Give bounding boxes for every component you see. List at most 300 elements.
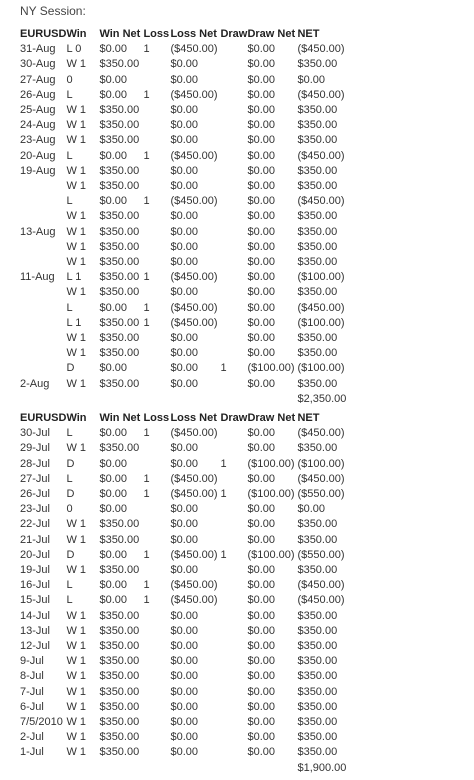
loss-net-cell: $0.00 xyxy=(170,210,198,223)
date-cell: 12-Jul xyxy=(20,640,50,653)
loss-net-cell: $0.00 xyxy=(170,332,198,345)
net-cell: ($450.00) xyxy=(297,579,345,592)
empty-cell xyxy=(20,392,66,407)
win-net-cell: $350.00 xyxy=(99,442,140,455)
net-cell: $350.00 xyxy=(297,119,338,132)
loss-cell xyxy=(143,285,170,300)
loss-cell: 1 xyxy=(143,316,150,329)
win-net-cell: $350.00 xyxy=(99,624,140,637)
loss-cell xyxy=(143,441,170,456)
loss-net-cell: $0.00 xyxy=(170,700,198,713)
draw-net-cell: $0.00 xyxy=(247,594,275,607)
win-cell: W 1 xyxy=(66,746,87,759)
loss-net-cell: ($450.00) xyxy=(170,427,218,440)
draw-cell xyxy=(220,563,247,578)
table-row xyxy=(20,179,357,194)
table-row xyxy=(20,88,357,103)
loss-net-cell: $0.00 xyxy=(170,609,198,622)
draw-cell xyxy=(220,346,247,361)
win-cell: L xyxy=(66,149,73,162)
win-cell: W 1 xyxy=(66,685,87,698)
win-net-cell: $350.00 xyxy=(99,655,140,668)
win-net-cell: $0.00 xyxy=(99,579,127,592)
win-cell: L xyxy=(66,195,73,208)
date-cell: 31-Aug xyxy=(20,43,56,56)
loss-net-cell: $0.00 xyxy=(170,347,198,360)
date-cell xyxy=(20,194,66,209)
loss-net-cell: ($450.00) xyxy=(170,88,218,101)
win-cell: L 1 xyxy=(66,316,82,329)
win-cell: L xyxy=(66,301,73,314)
table-row xyxy=(20,685,357,700)
loss-net-cell: $0.00 xyxy=(170,104,198,117)
total-row xyxy=(20,761,357,776)
win-net-cell: $350.00 xyxy=(99,225,140,238)
loss-net-cell: $0.00 xyxy=(170,564,198,577)
net-cell: ($100.00) xyxy=(297,271,345,284)
header-win-net: Win Net xyxy=(99,28,141,40)
net-cell: ($100.00) xyxy=(297,362,345,375)
win-net-cell: $350.00 xyxy=(99,164,140,177)
draw-cell xyxy=(220,42,247,57)
date-cell: 30-Jul xyxy=(20,427,50,440)
draw-cell xyxy=(220,502,247,517)
draw-cell xyxy=(220,472,247,487)
header-draw-net: Draw Net xyxy=(247,412,296,424)
draw-cell xyxy=(220,654,247,669)
draw-cell xyxy=(220,517,247,532)
draw-net-cell: ($100.00) xyxy=(247,548,295,561)
table-row xyxy=(20,149,357,164)
loss-net-cell: $0.00 xyxy=(170,640,198,653)
draw-net-cell: ($100.00) xyxy=(247,457,295,470)
loss-cell: 1 xyxy=(143,488,150,501)
date-cell: 27-Jul xyxy=(20,472,50,485)
win-cell: W 1 xyxy=(66,286,87,299)
draw-net-cell: $0.00 xyxy=(247,256,275,269)
loss-net-cell: $0.00 xyxy=(170,731,198,744)
table-row xyxy=(20,73,357,88)
draw-cell xyxy=(220,225,247,240)
win-net-cell: $350.00 xyxy=(99,564,140,577)
win-cell: W 1 xyxy=(66,624,87,637)
win-cell: L 0 xyxy=(66,43,82,56)
loss-cell xyxy=(143,361,170,376)
win-cell: D xyxy=(66,457,75,470)
empty-cell xyxy=(247,761,297,776)
draw-cell: 1 xyxy=(220,548,227,561)
win-net-cell: $0.00 xyxy=(99,43,127,56)
table-row xyxy=(20,361,357,376)
draw-net-cell: $0.00 xyxy=(247,58,275,71)
net-cell: ($450.00) xyxy=(297,427,345,440)
net-cell: $350.00 xyxy=(297,746,338,759)
win-cell: W 1 xyxy=(66,225,87,238)
loss-cell: 1 xyxy=(143,88,150,101)
win-net-cell: $350.00 xyxy=(99,316,140,329)
draw-net-cell: $0.00 xyxy=(247,195,275,208)
win-net-cell: $0.00 xyxy=(99,457,127,470)
empty-cell xyxy=(220,761,247,776)
win-cell: 0 xyxy=(66,503,73,516)
win-cell: W 1 xyxy=(66,134,87,147)
empty-cell xyxy=(20,761,66,776)
net-cell: $350.00 xyxy=(297,256,338,269)
header-symbol: EURUSD xyxy=(20,412,67,424)
win-net-cell: $0.00 xyxy=(99,503,127,516)
table-row xyxy=(20,472,357,487)
draw-cell xyxy=(220,700,247,715)
win-cell: W 1 xyxy=(66,332,87,345)
net-cell: $350.00 xyxy=(297,442,338,455)
net-cell: ($450.00) xyxy=(297,88,345,101)
total-row xyxy=(20,392,357,407)
table-row xyxy=(20,255,357,270)
loss-net-cell: $0.00 xyxy=(170,503,198,516)
win-cell: 0 xyxy=(66,73,73,86)
draw-net-cell: $0.00 xyxy=(247,271,275,284)
table-row xyxy=(20,669,357,684)
net-cell: ($450.00) xyxy=(297,43,345,56)
draw-net-cell: $0.00 xyxy=(247,210,275,223)
empty-cell xyxy=(170,392,220,407)
loss-net-cell: $0.00 xyxy=(170,119,198,132)
table-header-row xyxy=(20,27,357,42)
date-cell: 19-Jul xyxy=(20,564,50,577)
net-cell: $350.00 xyxy=(297,104,338,117)
net-cell: ($450.00) xyxy=(297,472,345,485)
net-cell: ($550.00) xyxy=(297,488,345,501)
draw-net-cell: $0.00 xyxy=(247,503,275,516)
draw-net-cell: $0.00 xyxy=(247,332,275,345)
loss-cell: 1 xyxy=(143,548,150,561)
table-row xyxy=(20,563,357,578)
loss-net-cell: ($450.00) xyxy=(170,301,218,314)
loss-net-cell: $0.00 xyxy=(170,533,198,546)
empty-cell xyxy=(99,392,143,407)
draw-net-cell: $0.00 xyxy=(247,700,275,713)
draw-cell xyxy=(220,578,247,593)
win-cell: W 1 xyxy=(66,533,87,546)
draw-cell xyxy=(220,209,247,224)
loss-cell xyxy=(143,730,170,745)
table-row xyxy=(20,316,357,331)
draw-cell xyxy=(220,533,247,548)
net-cell: $350.00 xyxy=(297,58,338,71)
net-cell: ($100.00) xyxy=(297,457,345,470)
loss-net-cell: $0.00 xyxy=(170,134,198,147)
draw-net-cell: $0.00 xyxy=(247,427,275,440)
table-row xyxy=(20,285,357,300)
date-cell: 23-Aug xyxy=(20,134,56,147)
empty-cell xyxy=(66,761,99,776)
table-row xyxy=(20,517,357,532)
net-cell: $350.00 xyxy=(297,210,338,223)
win-cell: W 1 xyxy=(66,104,87,117)
win-net-cell: $350.00 xyxy=(99,518,140,531)
win-net-cell: $350.00 xyxy=(99,640,140,653)
win-cell: L xyxy=(66,594,73,607)
date-cell xyxy=(20,255,66,270)
loss-cell xyxy=(143,700,170,715)
draw-net-cell: $0.00 xyxy=(247,609,275,622)
loss-cell xyxy=(143,240,170,255)
date-cell: 6-Jul xyxy=(20,700,44,713)
draw-cell xyxy=(220,73,247,88)
table-row xyxy=(20,548,357,563)
july-trades-table xyxy=(20,411,357,776)
win-cell: W 1 xyxy=(66,58,87,71)
win-net-cell: $350.00 xyxy=(99,347,140,360)
win-net-cell: $350.00 xyxy=(99,670,140,683)
date-cell: 1-Jul xyxy=(20,746,44,759)
draw-cell xyxy=(220,316,247,331)
net-cell: $350.00 xyxy=(297,533,338,546)
net-cell: $350.00 xyxy=(297,180,338,193)
win-net-cell: $350.00 xyxy=(99,210,140,223)
draw-net-cell: $0.00 xyxy=(247,533,275,546)
table-row xyxy=(20,133,357,148)
date-cell xyxy=(20,209,66,224)
date-cell: 28-Jul xyxy=(20,457,50,470)
session-title: NY Session: xyxy=(20,4,86,18)
win-cell: L xyxy=(66,88,73,101)
date-cell: 2-Aug xyxy=(20,377,50,390)
date-cell: 23-Jul xyxy=(20,503,50,516)
header-net: NET xyxy=(297,28,320,40)
draw-cell xyxy=(220,609,247,624)
date-cell: 26-Aug xyxy=(20,88,56,101)
date-cell: 7-Jul xyxy=(20,685,44,698)
net-cell: ($100.00) xyxy=(297,316,345,329)
net-cell: $0.00 xyxy=(297,503,325,516)
table-row xyxy=(20,270,357,285)
empty-cell xyxy=(99,761,143,776)
table-row xyxy=(20,118,357,133)
loss-net-cell: ($450.00) xyxy=(170,488,218,501)
header-symbol: EURUSD xyxy=(20,28,67,40)
loss-cell xyxy=(143,457,170,472)
win-net-cell: $350.00 xyxy=(99,286,140,299)
date-cell: 9-Jul xyxy=(20,655,44,668)
net-cell: $350.00 xyxy=(297,225,338,238)
net-cell: $350.00 xyxy=(297,164,338,177)
win-cell: D xyxy=(66,362,75,375)
date-cell xyxy=(20,331,66,346)
win-cell: D xyxy=(66,548,75,561)
loss-net-cell: ($450.00) xyxy=(170,271,218,284)
date-cell xyxy=(20,301,66,316)
win-net-cell: $350.00 xyxy=(99,180,140,193)
win-net-cell: $0.00 xyxy=(99,488,127,501)
win-cell: W 1 xyxy=(66,377,87,390)
draw-cell xyxy=(220,240,247,255)
win-net-cell: $0.00 xyxy=(99,427,127,440)
table-row xyxy=(20,164,357,179)
draw-net-cell: $0.00 xyxy=(247,164,275,177)
table-row xyxy=(20,457,357,472)
header-draw: Draw xyxy=(220,412,248,424)
net-cell: $350.00 xyxy=(297,240,338,253)
date-cell: 13-Jul xyxy=(20,624,50,637)
loss-cell: 1 xyxy=(143,301,150,314)
table-row xyxy=(20,700,357,715)
table-row xyxy=(20,240,357,255)
win-net-cell: $0.00 xyxy=(99,301,127,314)
table-row xyxy=(20,346,357,361)
draw-net-cell: $0.00 xyxy=(247,624,275,637)
draw-net-cell: $0.00 xyxy=(247,301,275,314)
loss-net-cell: ($450.00) xyxy=(170,594,218,607)
net-cell: $350.00 xyxy=(297,655,338,668)
table-row xyxy=(20,745,357,760)
date-cell xyxy=(20,316,66,331)
draw-net-cell: $0.00 xyxy=(247,442,275,455)
win-net-cell: $0.00 xyxy=(99,472,127,485)
loss-cell: 1 xyxy=(143,427,150,440)
loss-net-cell: $0.00 xyxy=(170,746,198,759)
table-row xyxy=(20,593,357,608)
win-cell: W 1 xyxy=(66,670,87,683)
win-cell: D xyxy=(66,488,75,501)
empty-cell xyxy=(220,392,247,407)
table-row xyxy=(20,487,357,502)
date-cell xyxy=(20,240,66,255)
loss-net-cell: $0.00 xyxy=(170,240,198,253)
win-net-cell: $350.00 xyxy=(99,119,140,132)
table-row xyxy=(20,533,357,548)
win-cell: W 1 xyxy=(66,700,87,713)
table-row xyxy=(20,331,357,346)
table-row xyxy=(20,194,357,209)
win-net-cell: $350.00 xyxy=(99,104,140,117)
loss-cell xyxy=(143,57,170,72)
loss-cell xyxy=(143,685,170,700)
draw-cell xyxy=(220,745,247,760)
header-win: Win xyxy=(66,28,87,40)
draw-cell xyxy=(220,377,247,392)
loss-net-cell: $0.00 xyxy=(170,716,198,729)
date-cell xyxy=(20,179,66,194)
draw-net-cell: $0.00 xyxy=(247,670,275,683)
date-cell: 20-Jul xyxy=(20,548,50,561)
win-cell: W 1 xyxy=(66,210,87,223)
loss-net-cell: ($450.00) xyxy=(170,195,218,208)
draw-net-cell: $0.00 xyxy=(247,377,275,390)
loss-cell xyxy=(143,209,170,224)
table-row xyxy=(20,624,357,639)
table-row xyxy=(20,502,357,517)
date-cell: 20-Aug xyxy=(20,149,56,162)
loss-cell xyxy=(143,715,170,730)
net-cell: $350.00 xyxy=(297,332,338,345)
empty-cell xyxy=(170,761,220,776)
draw-net-cell: $0.00 xyxy=(247,104,275,117)
loss-cell xyxy=(143,669,170,684)
win-cell: W 1 xyxy=(66,240,87,253)
august-trades-table xyxy=(20,27,357,407)
date-cell: 14-Jul xyxy=(20,609,50,622)
table-row xyxy=(20,301,357,316)
win-net-cell: $350.00 xyxy=(99,240,140,253)
loss-net-cell: ($450.00) xyxy=(170,548,218,561)
header-draw-net: Draw Net xyxy=(247,28,296,40)
draw-cell xyxy=(220,441,247,456)
date-cell: 22-Jul xyxy=(20,518,50,531)
date-cell: 2-Jul xyxy=(20,731,44,744)
date-cell: 25-Aug xyxy=(20,104,56,117)
draw-net-cell: $0.00 xyxy=(247,731,275,744)
draw-cell xyxy=(220,194,247,209)
draw-cell xyxy=(220,331,247,346)
date-cell: 7/5/2010 xyxy=(20,716,63,729)
draw-cell xyxy=(220,164,247,179)
loss-cell xyxy=(143,502,170,517)
win-net-cell: $350.00 xyxy=(99,377,140,390)
date-cell: 29-Jul xyxy=(20,442,50,455)
date-cell: 30-Aug xyxy=(20,58,56,71)
header-win-net: Win Net xyxy=(99,412,141,424)
table-row xyxy=(20,609,357,624)
win-net-cell: $350.00 xyxy=(99,256,140,269)
win-cell: W 1 xyxy=(66,731,87,744)
loss-cell xyxy=(143,255,170,270)
loss-cell xyxy=(143,179,170,194)
win-net-cell: $350.00 xyxy=(99,685,140,698)
loss-cell xyxy=(143,73,170,88)
loss-net-cell: ($450.00) xyxy=(170,579,218,592)
draw-net-cell: $0.00 xyxy=(247,640,275,653)
draw-cell xyxy=(220,118,247,133)
loss-cell xyxy=(143,563,170,578)
net-total: $2,350.00 xyxy=(297,392,347,405)
loss-cell xyxy=(143,377,170,392)
net-cell: ($550.00) xyxy=(297,548,345,561)
draw-net-cell: $0.00 xyxy=(247,225,275,238)
loss-cell xyxy=(143,331,170,346)
win-net-cell: $0.00 xyxy=(99,594,127,607)
draw-net-cell: $0.00 xyxy=(247,518,275,531)
loss-cell xyxy=(143,103,170,118)
draw-net-cell: $0.00 xyxy=(247,564,275,577)
net-cell: ($450.00) xyxy=(297,195,345,208)
draw-net-cell: $0.00 xyxy=(247,43,275,56)
loss-net-cell: $0.00 xyxy=(170,624,198,637)
loss-cell xyxy=(143,624,170,639)
win-net-cell: $0.00 xyxy=(99,548,127,561)
net-cell: $350.00 xyxy=(297,640,338,653)
win-cell: W 1 xyxy=(66,716,87,729)
net-cell: ($450.00) xyxy=(297,301,345,314)
win-net-cell: $0.00 xyxy=(99,362,127,375)
net-cell: ($450.00) xyxy=(297,149,345,162)
net-cell: $350.00 xyxy=(297,518,338,531)
date-cell xyxy=(20,361,66,376)
win-cell: W 1 xyxy=(66,442,87,455)
loss-cell: 1 xyxy=(143,195,150,208)
win-cell: W 1 xyxy=(66,564,87,577)
loss-net-cell: $0.00 xyxy=(170,225,198,238)
loss-net-cell: $0.00 xyxy=(170,442,198,455)
loss-net-cell: $0.00 xyxy=(170,164,198,177)
draw-cell xyxy=(220,133,247,148)
net-cell: $350.00 xyxy=(297,564,338,577)
win-cell: L 1 xyxy=(66,271,82,284)
loss-net-cell: $0.00 xyxy=(170,655,198,668)
win-cell: W 1 xyxy=(66,347,87,360)
table-row xyxy=(20,103,357,118)
empty-cell xyxy=(66,392,99,407)
